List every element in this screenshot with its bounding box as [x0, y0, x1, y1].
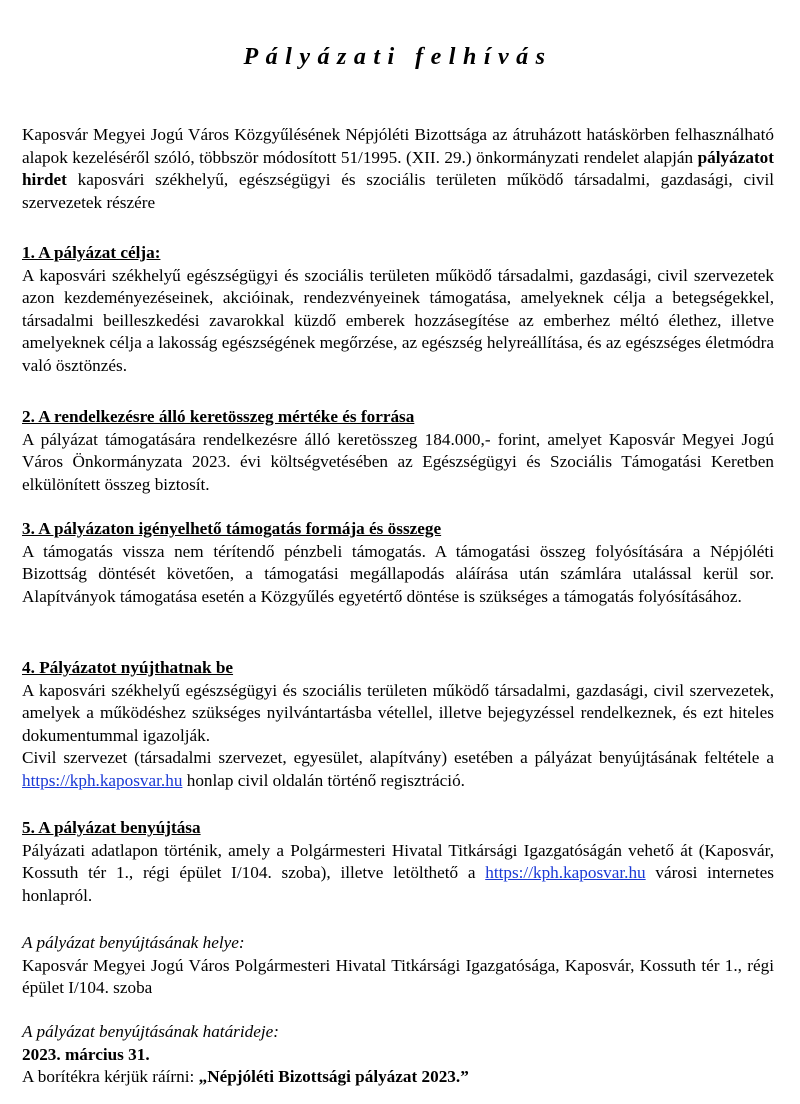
- section-5: [22, 817, 774, 907]
- submission-place-text: Kaposvár Megyei Jogú Város Polgármesteri Hivatal Titkársági Igazgatósága, Kaposvár, Kossuth tér 1., régi épület I/104. szoba: [22, 955, 774, 998]
- section-3: [22, 518, 774, 608]
- submission-deadline: [22, 1021, 774, 1089]
- section-1-text: A kaposvári székhelyű egészségügyi és szociális területen működő társadalmi, gazdasági, civil szervezetek azon kezdeményezéseinek, akcióinak, rendezvényeinek támogatása, amelyeknek célja a betegségekkel, társadalmi beilleszkedési zavarokkal küzdő emberek hozzásegítése az emberhez méltó élethez, illetve amelyeknek célja a lakosság egészségének megőrzése, az egészség helyreállítása, és az egészséges életmódra való ösztönzés.: [22, 265, 774, 375]
- section-1-heading: 1. A pályázat célja:: [22, 243, 161, 262]
- submission-deadline-date: 2023. március 31.: [22, 1044, 150, 1064]
- envelope-label-text: „Népjóléti Bizottsági pályázat 2023.”: [198, 1067, 469, 1087]
- section-1: [22, 242, 774, 378]
- section-2-heading: 2. A rendelkezésre álló keretösszeg mértéke és forrása: [22, 407, 415, 426]
- section-3-text: A támogatás vissza nem térítendő pénzbeli támogatás. A támogatási összeg folyósítására a Népjóléti Bizottság döntését követően, a támogatási megállapodás aláírása után számlára utalással kerül sor. Alapítványok támogatása esetén a Közgyűlés egyetértő döntése is szükséges a támogatás folyósításához.: [22, 541, 774, 606]
- submission-place-label: A pályázat benyújtásának helye:: [22, 933, 245, 952]
- section-5-text: [22, 840, 774, 908]
- page-title: Pályázati felhívás: [243, 44, 553, 70]
- section-4-civil-text-start: Civil szervezet (társadalmi szervezet, egyesület, alapítvány) esetében a pályázat benyújtásának feltétele a: [22, 748, 774, 768]
- envelope-instruction-text: A borítékra kérjük ráírni:: [22, 1067, 199, 1087]
- section-4-heading: 4. Pályázatot nyújthatnak be: [22, 658, 234, 677]
- envelope-instruction: [22, 1066, 774, 1089]
- section-4-civil-text: [22, 747, 774, 792]
- section-5-text-end: városi internetes honlapról.: [22, 863, 774, 905]
- intro-text-end: kaposvári székhelyű, egészségügyi és szociális területen működő társadalmi, gazdasági, civil szervezetek részére: [22, 170, 774, 212]
- intro-paragraph: [22, 124, 774, 214]
- intro-bold-text: pályázatot hirdet: [22, 147, 774, 190]
- section-4-civil-text-end: honlap civil oldalán történő regisztráció.: [182, 770, 465, 790]
- intro-text-start: Kaposvár Megyei Jogú Város Közgyűlésének Népjóléti Bizottsága az átruházott hatáskörben felhasználható alapok kezeléséről szóló, többször módosított 51/1995. (XII. 29.) önkormányzati rendelet alapján: [22, 125, 774, 167]
- kph-link-section-4[interactable]: https://kph.kaposvar.hu: [22, 770, 183, 790]
- section-5-heading: 5. A pályázat benyújtása: [22, 818, 201, 837]
- section-3-heading: 3. A pályázaton igényelhető támogatás formája és összege: [22, 519, 442, 538]
- section-2-text: A pályázat támogatására rendelkezésre álló keretösszeg 184.000,- forint, amelyet Kaposvár Megyei Jogú Város Önkormányzata 2023. évi költségvetésében az Egészségügyi és Szociális Támogatási Keretben elkülönített összeg biztosít.: [22, 429, 774, 494]
- section-2: [22, 406, 774, 496]
- section-4-text: A kaposvári székhelyű egészségügyi és szociális területen működő társadalmi, gazdasági, civil szervezetek, amelyek a működéshez szükséges nyilvántartásba vétellel, illetve bejegyzéssel rendelkeznek, és ezt hiteles dokumentummal igazolják.: [22, 680, 774, 745]
- submission-deadline-label: A pályázat benyújtásának határideje:: [22, 1022, 279, 1041]
- submission-place: [22, 932, 774, 1000]
- kph-link-section-5[interactable]: https://kph.kaposvar.hu: [485, 863, 646, 883]
- section-5-text-start: Pályázati adatlapon történik, amely a Polgármesteri Hivatal Titkársági Igazgatóságán vehető át (Kaposvár, Kossuth tér 1., régi épület I/104. szoba), illetve letölthető a: [22, 840, 774, 883]
- section-4: [22, 657, 774, 793]
